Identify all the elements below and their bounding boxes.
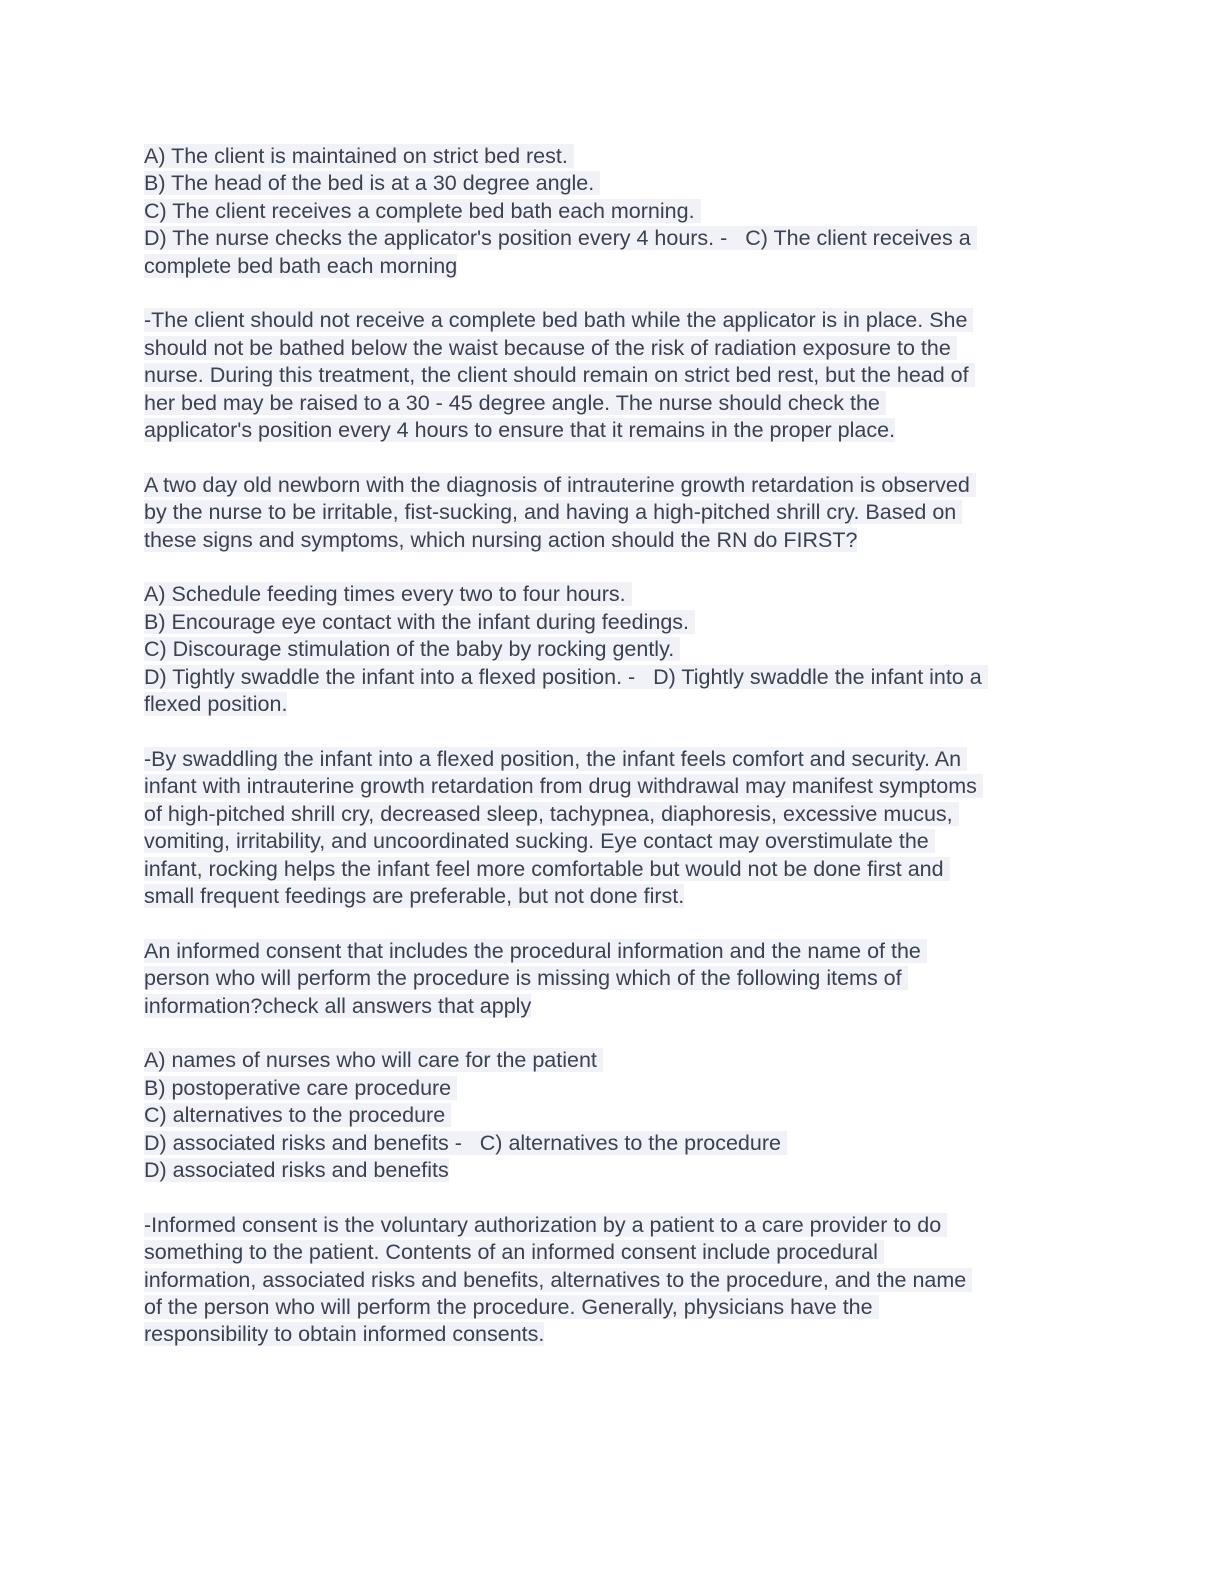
text-line: these signs and symptoms, which nursing action should the RN do FIRST? <box>144 527 858 552</box>
text-line: flexed position. <box>144 692 288 717</box>
text-line: something to the patient. Contents of an informed consent include procedural <box>144 1240 884 1265</box>
text-line: should not be bathed below the waist because of the risk of radiation exposure to the <box>144 335 957 360</box>
rationale-block <box>144 1212 1080 1349</box>
rationale-block <box>144 307 1080 444</box>
answer-options-block <box>144 143 1080 280</box>
text-line: infant with intrauterine growth retardation from drug withdrawal may manifest symptoms <box>144 774 983 799</box>
text-line: information, associated risks and benefits, alternatives to the procedure, and the name <box>144 1267 973 1292</box>
text-line: D) Tightly swaddle the infant into a flexed position. - D) Tightly swaddle the infant into a <box>144 664 988 689</box>
text-line: A) names of nurses who will care for the patient <box>144 1048 603 1073</box>
text-line: B) postoperative care procedure <box>144 1075 458 1100</box>
text-line: information?check all answers that apply <box>144 993 532 1018</box>
text-line: An informed consent that includes the procedural information and the name of the <box>144 938 927 963</box>
question-block <box>144 472 1080 554</box>
text-line: responsibility to obtain informed consents. <box>144 1322 545 1347</box>
text-line: infant, rocking helps the infant feel more comfortable but would not be done first and <box>144 856 950 881</box>
text-line: of high-pitched shrill cry, decreased sleep, tachypnea, diaphoresis, excessive mucus, <box>144 801 959 826</box>
answer-options-block <box>144 1047 1080 1184</box>
question-block <box>144 938 1080 1020</box>
text-line: A two day old newborn with the diagnosis of intrauterine growth retardation is observed <box>144 472 976 497</box>
text-line: vomiting, irritability, and uncoordinated sucking. Eye contact may overstimulate the <box>144 829 935 854</box>
text-line: of the person who will perform the procedure. Generally, physicians have the <box>144 1294 879 1319</box>
text-line: D) The nurse checks the applicator's position every 4 hours. - C) The client receives a <box>144 226 977 251</box>
text-line: complete bed bath each morning <box>144 253 458 278</box>
text-line: A) The client is maintained on strict bed rest. <box>144 144 574 168</box>
text-line: A) Schedule feeding times every two to four hours. <box>144 582 632 607</box>
text-line: B) Encourage eye contact with the infant during feedings. <box>144 609 695 634</box>
text-line: person who will perform the procedure is missing which of the following items of <box>144 966 908 991</box>
text-line: by the nurse to be irritable, fist-sucking, and having a high-pitched shrill cry. Based on <box>144 500 963 525</box>
text-line: small frequent feedings are preferable, but not done first. <box>144 883 685 908</box>
answer-options-block <box>144 581 1080 718</box>
text-line: nurse. During this treatment, the client should remain on strict bed rest, but the head of <box>144 363 975 388</box>
rationale-block <box>144 746 1080 910</box>
text-line: applicator's position every 4 hours to ensure that it remains in the proper place. <box>144 418 896 443</box>
text-line: -By swaddling the infant into a flexed position, the infant feels comfort and security. An <box>144 746 968 771</box>
text-line: B) The head of the bed is at a 30 degree angle. <box>144 171 601 196</box>
text-line: D) associated risks and benefits - C) alternatives to the procedure <box>144 1130 787 1155</box>
text-line: C) The client receives a complete bed bath each morning. <box>144 198 701 223</box>
text-line: her bed may be raised to a 30 - 45 degree angle. The nurse should check the <box>144 390 886 415</box>
text-line: C) alternatives to the procedure <box>144 1103 452 1128</box>
text-line: C) Discourage stimulation of the baby by rocking gently. <box>144 637 681 662</box>
text-line: D) associated risks and benefits <box>144 1157 449 1182</box>
text-line: -The client should not receive a complete bed bath while the applicator is in place. She <box>144 308 974 333</box>
text-line: -Informed consent is the voluntary authorization by a patient to a care provider to do <box>144 1212 948 1237</box>
